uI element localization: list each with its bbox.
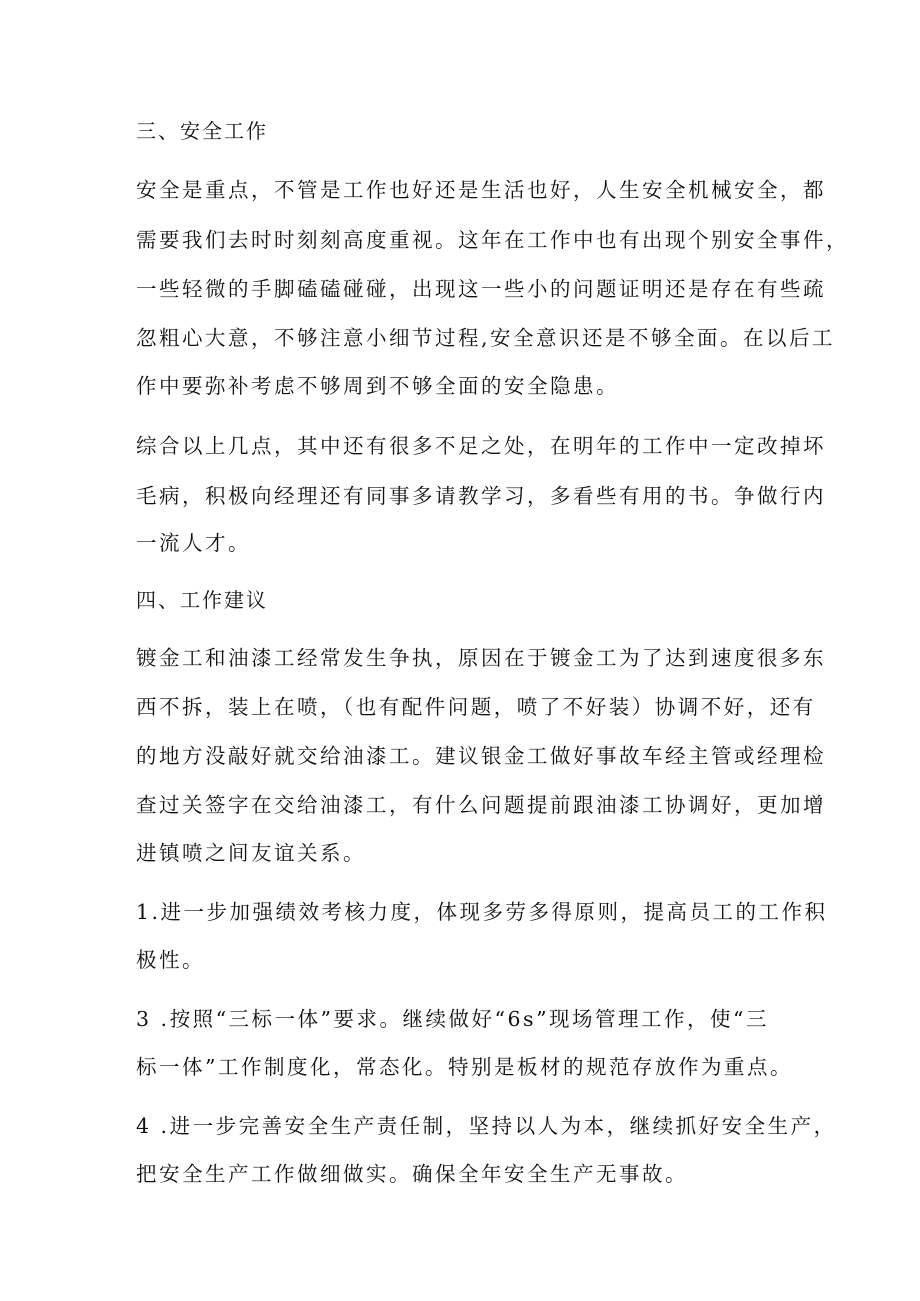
list-item-line: 1.进一步加强绩效考核力度，体现多劳多得原则，提高员工的工作积 <box>136 900 828 924</box>
paragraph-line: 需要我们去时时刻刻高度重视。这年在工作中也有出现个别安全事件， <box>136 228 849 252</box>
list-item-line: 4 .进一步完善安全生产责任制，坚持以人为本，继续抓好安全生产， <box>136 1114 837 1138</box>
section-heading-safety: 三、安全工作 <box>136 119 268 143</box>
paragraph-line: 一流人才。 <box>136 531 251 555</box>
paragraph-line: 忽粗心大意，不够注意小细节过程,安全意识还是不够全面。在以后工 <box>136 326 836 350</box>
paragraph-line: 西不拆，装上在喷，（也有配件问题，喷了不好装）协调不好，还有 <box>136 695 816 719</box>
paragraph-line: 安全是重点，不管是工作也好还是生活也好，人生安全机械安全，都 <box>136 178 826 202</box>
paragraph-line: 综合以上几点，其中还有很多不足之处，在明年的工作中一定改掉坏 <box>136 434 826 458</box>
paragraph-line: 的地方没敲好就交给油漆工。建议银金工做好事故车经主管或经理检 <box>136 744 826 768</box>
paragraph-line: 查过关签字在交给油漆工，有什么问题提前跟油漆工协调好，更加增 <box>136 793 826 817</box>
paragraph-line: 进镇喷之间友谊关系。 <box>136 841 366 865</box>
list-item-line: 3 .按照“三标一体”要求。继续做好“6s”现场管理工作，使“三 <box>136 1007 770 1031</box>
list-item-line: 标一体”工作制度化，常态化。特别是板材的规范存放作为重点。 <box>136 1055 793 1079</box>
list-item-line: 把安全生产工作做细做实。确保全年安全生产无事故。 <box>136 1162 688 1186</box>
paragraph-line: 作中要弥补考虑不够周到不够全面的安全隐患。 <box>136 374 619 398</box>
section-heading-suggestions: 四、工作建议 <box>136 588 268 612</box>
paragraph-line: 镀金工和油漆工经常发生争执，原因在于镀金工为了达到速度很多东 <box>136 646 826 670</box>
paragraph-line: 毛病，积极向经理还有同事多请教学习，多看些有用的书。争做行内 <box>136 484 826 508</box>
paragraph-line: 一些轻微的手脚磕磕碰碰，出现这一些小的问题证明还是存在有些疏 <box>136 277 826 301</box>
list-item-line: 极性。 <box>136 948 205 972</box>
